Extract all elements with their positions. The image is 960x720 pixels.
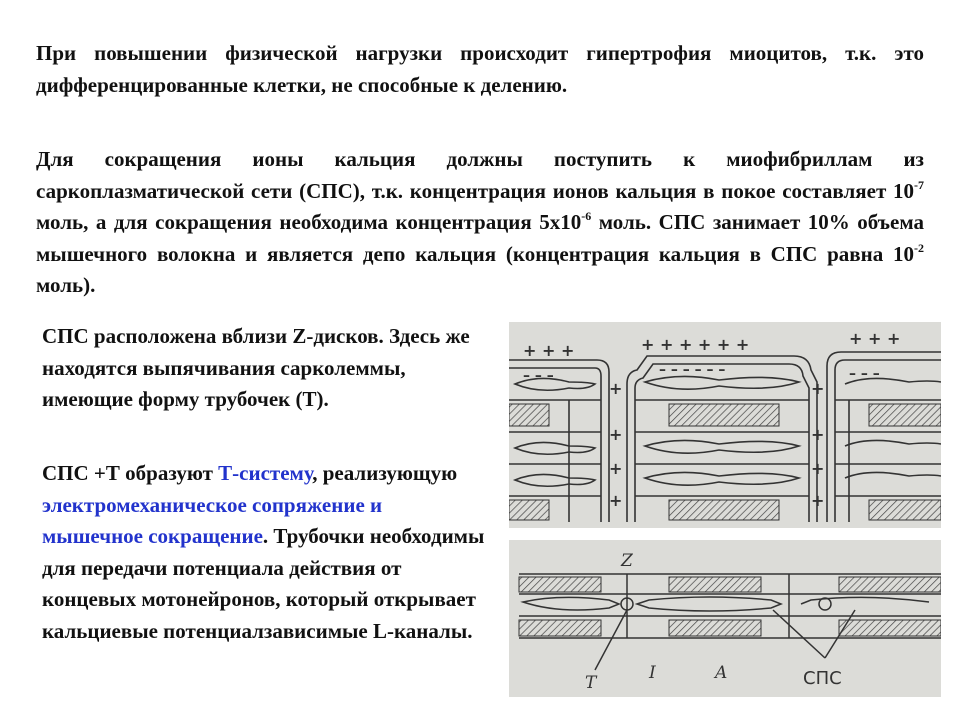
svg-text:– – – – – –: – – – – – – (659, 362, 726, 378)
paragraph-hypertrophy (36, 38, 924, 101)
electromechanical-coupling-link[interactable]: электромеханическое сопряжение и мышечное сокращение (42, 492, 383, 548)
figure-t-tubules (509, 322, 941, 528)
t-system-link[interactable]: Т-систему (218, 461, 313, 485)
svg-text:+ + +: + + + (523, 341, 575, 360)
label-a: A (715, 663, 728, 683)
label-i: I (649, 663, 656, 683)
svg-text:– – –: – – – (523, 368, 554, 384)
t-tubule-diagram (509, 322, 941, 528)
exponent-1: -7 (914, 177, 924, 192)
paragraph-t-system (42, 458, 487, 647)
exponent-3: -2 (914, 240, 924, 255)
sps-location-text: СПС расположена вблизи Z-дисков. Здесь же находятся выпячивания сарколеммы, имеющие форму трубочек (Т). (42, 324, 470, 411)
t-system-text-3: . Трубочки необходимы для передачи потенциала действия от концевых мотонейронов, который открывает кальциевые потенциалзависимые L-каналы. (42, 524, 485, 643)
svg-text:+: + (811, 459, 825, 478)
sarcomere-diagram (509, 540, 941, 697)
t-system-text-1: СПС +Т образуют (42, 461, 219, 485)
label-z: Z (621, 551, 633, 571)
calcium-text-4: моль). (36, 273, 96, 297)
svg-text:+ + + + + +: + + + + + + (641, 335, 750, 354)
svg-text:+: + (811, 425, 825, 444)
svg-text:+: + (811, 379, 825, 398)
svg-text:+ + +: + + + (849, 329, 901, 348)
svg-text:+: + (609, 491, 623, 510)
paragraph-hypertrophy-text: При повышении физической нагрузки происходит гипертрофия миоцитов, т.к. это дифференцированные клетки, не способные к делению. (36, 41, 924, 97)
figure-sarcomere-section (509, 540, 941, 697)
calcium-text-1: Для сокращения ионы кальция должны поступить к миофибриллам из саркоплазматической сети (СПС), т.к. концентрация ионов кальция в покое составляет 10 (36, 147, 924, 203)
calcium-text-2: моль, а для сокращения необходима концентрация 5х10 (36, 210, 582, 234)
svg-text:+: + (609, 425, 623, 444)
label-t: T (585, 673, 597, 693)
svg-text:– – –: – – – (849, 366, 880, 382)
paragraph-calcium (36, 144, 924, 302)
svg-text:+: + (811, 491, 825, 510)
label-sps: СПС (803, 668, 842, 689)
calcium-text-3: моль. СПС занимает 10% объема мышечного волокна и является депо кальция (концентрация кальция в СПС равна 10 (36, 210, 924, 266)
svg-text:+: + (609, 459, 623, 478)
paragraph-sps-location (42, 321, 487, 416)
t-system-text-2: , реализующую (312, 461, 458, 485)
svg-text:+: + (609, 379, 623, 398)
exponent-2: -6 (581, 209, 592, 223)
